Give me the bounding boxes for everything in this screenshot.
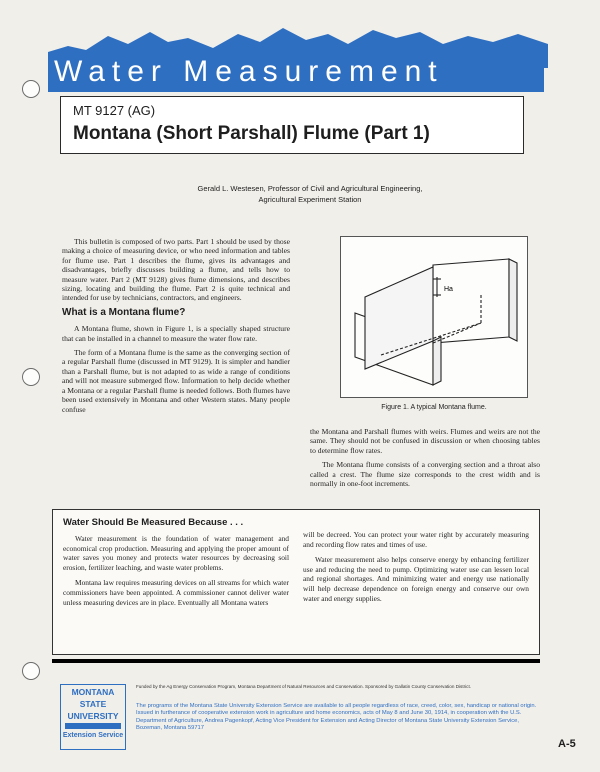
intro-paragraph: This bulletin is composed of two parts. Part 1 should be used by those making a choice of measuring device, or who need information and tables for flume use. Part 1 describes the flume, gives its advantages and disadvantages, briefly discusses building a flume, and tells how to measure water. Part 2 (MT 9128) gives flume dimensions, and describes sizing, locating and building the flume. Part 2 is quite technical and intended for use by technicians, contractors, and engineers. bbox=[62, 237, 290, 303]
logo-line-1: MONTANA bbox=[71, 687, 115, 697]
footer-rule bbox=[52, 659, 540, 663]
callout-left-column bbox=[63, 534, 289, 613]
callout-paragraph-2: Montana law requires measuring devices on all streams for which water commissioners have been appointed. A commissioner cannot deliver water unless measuring devices are in place. Eventually all Montana waters bbox=[63, 578, 289, 607]
callout-right-column bbox=[303, 530, 529, 609]
logo-service: Extension Service bbox=[62, 732, 124, 739]
msu-logo bbox=[60, 684, 126, 750]
flume-illustration bbox=[341, 237, 527, 397]
body-paragraph-2: The form of a Montana flume is the same as the converging section of a regular Parshall flume (discussed in MT 9129). It is simpler and handier than a Parshall flume, but is not adapted to as wide a range of conditions and will not measure submerged flow. Information to help decide whether a Montana or a regular Parshall flume is needed follows. Both flumes have been used extensively in Montana and other Western states. Many people confuse bbox=[62, 348, 290, 414]
logo-line-3: UNIVERSITY bbox=[67, 711, 119, 721]
callout-paragraph-1: Water measurement is the foundation of water management and economical crop production. Measuring and applying the proper amount of water saves you money and protects water resources by decreasing soil erosion, fertilizer leaching, and waste water problems. bbox=[63, 534, 289, 572]
binder-hole-middle bbox=[22, 368, 40, 386]
equal-opportunity-statement: The programs of the Montana State University Extension Service are available to all people regardless of race, creed, color, sex, handicap or national origin. Issued in furtherance of cooperative extension work in agriculture and home economics, acts of May 8 and June 30, 1914, in cooperation with the U.S. Department of Agriculture, Andrea Pagenkopf, Acting Vice President for Extension and Acting Director of Montana State University Extension Service, Bozeman, Montana 59717 bbox=[136, 703, 537, 732]
author-line-1: Gerald L. Westesen, Professor of Civil and Agricultural Engineering, bbox=[197, 184, 423, 193]
series-number: MT 9127 (AG) bbox=[73, 103, 156, 118]
page-number: A-5 bbox=[558, 738, 576, 750]
callout-box bbox=[52, 509, 540, 655]
callout-paragraph-3: will be decreed. You can protect your water right by accurately measuring and recording flow rates and times of use. bbox=[303, 530, 529, 549]
head-label: Ha bbox=[444, 286, 453, 293]
body-paragraph-4: The Montana flume consists of a converging section and a throat also called a crest. The flume size corresponds to the crest width and is normally in one-foot increments. bbox=[310, 460, 540, 489]
figure-box bbox=[340, 236, 528, 398]
callout-title: Water Should Be Measured Because . . . bbox=[63, 517, 244, 528]
banner-title: Water Measurement bbox=[48, 52, 544, 92]
logo-line-2: STATE bbox=[79, 699, 107, 709]
left-column bbox=[62, 237, 290, 419]
page-title: Montana (Short Parshall) Flume (Part 1) bbox=[73, 123, 430, 144]
body-paragraph-1: A Montana flume, shown in Figure 1, is a specially shaped structure that can be installed in a channel to measure the water flow rate. bbox=[62, 324, 290, 343]
funding-note: Funded by the Ag Energy Conservation Program, Montana Department of Natural Resources and Conservation. Sponsored by Gallatin County Conservation District. bbox=[136, 684, 472, 689]
binder-hole-bottom bbox=[22, 662, 40, 680]
author-block bbox=[150, 183, 470, 205]
author-line-2: Agricultural Experiment Station bbox=[258, 195, 362, 204]
body-paragraph-3: the Montana and Parshall flumes with weirs. Flumes and weirs are not the same. They should not be confused in discussion or when choosing tables to determine flow rates. bbox=[310, 427, 540, 455]
section-heading: What is a Montana flume? bbox=[62, 306, 186, 318]
logo-bar bbox=[65, 723, 121, 729]
title-box bbox=[60, 96, 524, 154]
callout-paragraph-4: Water measurement also helps conserve energy by enhancing fertilizer use and reducing the need to pump. Optimizing water use can lessen local and regional shortages. And minimizing water and energy use nationally will help decrease dependence on foreign energy and conserve our own water and energy supplies. bbox=[303, 555, 529, 603]
figure-caption: Figure 1. A typical Montana flume. bbox=[381, 404, 487, 411]
right-column bbox=[310, 427, 540, 493]
binder-hole-top bbox=[22, 80, 40, 98]
